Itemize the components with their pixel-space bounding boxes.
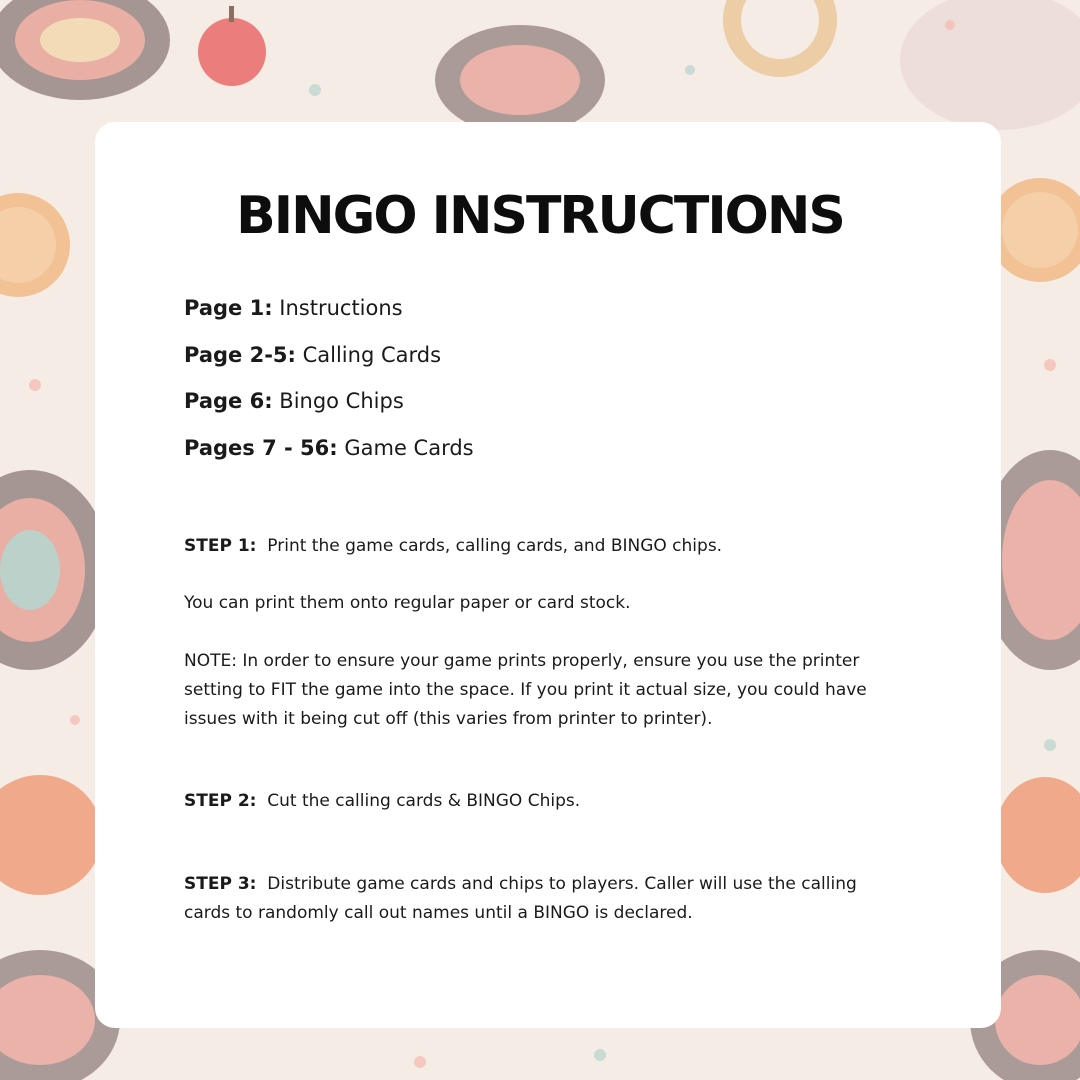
contents-item — [184, 343, 474, 390]
step-1-label: STEP 1: — [184, 536, 257, 556]
page-title: BINGO INSTRUCTIONS — [236, 186, 844, 246]
contents-item — [184, 296, 474, 343]
contents-item — [184, 436, 474, 483]
paper-note: You can print them onto regular paper or card stock. — [184, 593, 631, 613]
step-3-text: Distribute game cards and chips to players. Caller will use the calling cards to randomly call out names until a BINGO is declared. — [184, 874, 857, 923]
contents-item-label: Page 2-5: — [184, 342, 296, 367]
step-2-text: Cut the calling cards & BINGO Chips. — [267, 791, 581, 811]
step-3 — [184, 870, 904, 928]
contents-item-text: Bingo Chips — [279, 389, 404, 413]
contents-item-text: Calling Cards — [302, 342, 442, 367]
contents-item-text: Instructions — [279, 296, 403, 320]
turkey-icon — [435, 25, 605, 135]
step-3-label: STEP 3: — [184, 874, 257, 894]
contents-item-label: Pages 7 - 56: — [184, 435, 338, 460]
step-2-label: STEP 2: — [184, 791, 257, 811]
step-1-text: Print the game cards, calling cards, and BINGO chips. — [267, 536, 723, 556]
step-1 — [184, 532, 904, 561]
printer-note: NOTE: In order to ensure your game prints properly, ensure you use the printer setting to FIT the game into the space. If you print it actual size, you could have issues with it being cut off (this varies from printer to printer). — [184, 651, 867, 729]
step-2 — [184, 787, 904, 816]
contents-item-text: Game Cards — [344, 435, 474, 460]
contents-item-label: Page 1: — [184, 296, 273, 320]
contents-item-label: Page 6: — [184, 389, 273, 413]
contents-item — [184, 389, 474, 436]
page-contents-list — [184, 296, 474, 482]
